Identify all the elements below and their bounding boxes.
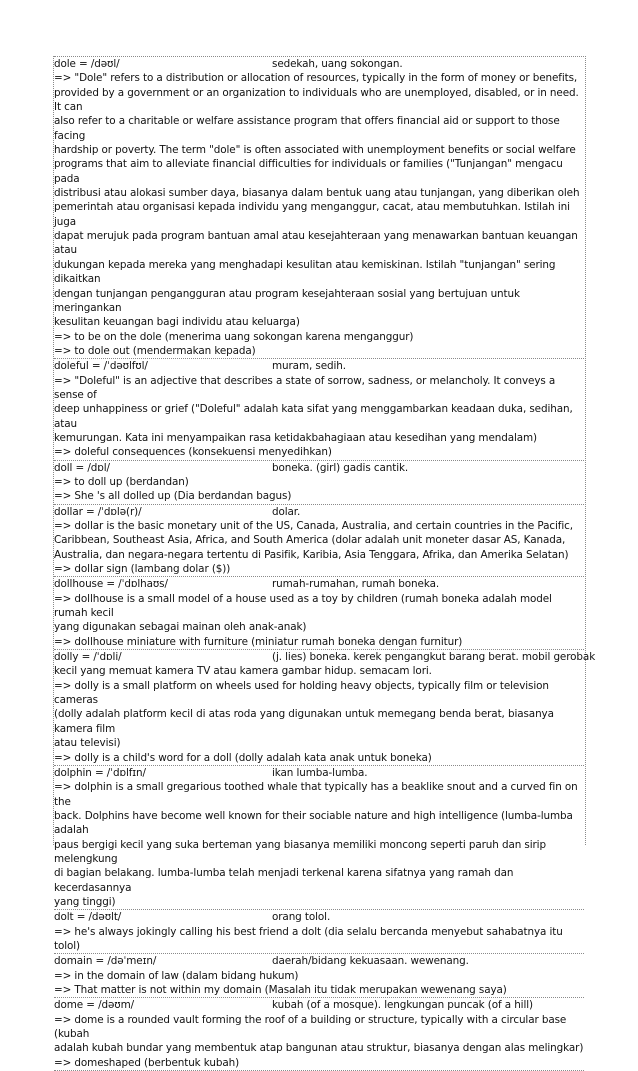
- entry-translation: daerah/bidang kekuasaan. wewenang.: [272, 955, 469, 968]
- entry-line: atau televisi): [54, 737, 121, 750]
- entry-line: Australia, dan negara-negara tertentu di Pasifik, Karibia, Asia Tenggara, Afrika, dan Amerika Selatan): [54, 548, 569, 561]
- entry-line: kesulitan keuangan bagi individu atau keluarga): [54, 316, 300, 329]
- entry-line: Caribbean, Southeast Asia, Africa, and South America (dolar adalah unit moneter dasar AS, Kanada,: [54, 534, 566, 547]
- entry-example: => domeshaped (berbentuk kubah): [54, 1056, 240, 1069]
- entry-translation: orang tolol.: [272, 911, 331, 924]
- entry-line: also refer to a charitable or welfare assistance program that offers financial aid or support to those facing: [54, 115, 560, 142]
- entry-line: yang tinggi): [54, 895, 116, 908]
- entry-headword: doleful = /ˈdəʊlfʊl/: [54, 360, 148, 373]
- entry-line: dengan tunjangan pengangguran atau program kesejahteraan sosial yang bertujuan untuk meringankan: [54, 287, 520, 314]
- entry-line: back. Dolphins have become well known for their sociable nature and high intelligence (lumba-lumba adalah: [54, 809, 573, 837]
- entry-translation: kubah (of a mosque). lengkungan puncak (of a hill): [272, 999, 533, 1012]
- entry-line: di bagian belakang. lumba-lumba telah menjadi terkenal karena sifatnya yang ramah dan kecerdasannya: [54, 867, 514, 894]
- entry-line: => dolly is a small platform on wheels used for holding heavy objects, typically film or television cameras: [54, 679, 549, 707]
- dictionary-entry-dolphin: [54, 766, 584, 910]
- entry-headword: dome = /dəʊm/: [54, 999, 135, 1012]
- entry-header: [54, 766, 584, 780]
- dictionary-entry-dome: [54, 998, 584, 1071]
- entry-line: distribusi atau alokasi sumber daya, biasanya dalam bentuk uang atau tunjangan, yang diberikan oleh: [54, 187, 580, 200]
- dictionary-entry-domain: [54, 954, 584, 998]
- entry-line: (dolly adalah platform kecil di atas roda yang digunakan untuk memegang benda berat, biasanya kamera film: [54, 708, 554, 735]
- entry-headword: domain = /dəˈmeɪn/: [54, 955, 157, 968]
- entry-line: hardship or poverty. The term "dole" is often associated with unemployment benefits or social welfare: [54, 144, 576, 157]
- dictionary-entry-dollhouse: [54, 577, 584, 650]
- entry-example: => dollhouse miniature with furniture (miniatur rumah boneka dengan furnitur): [54, 635, 463, 648]
- entry-header: [54, 57, 584, 71]
- entry-header: [54, 461, 584, 475]
- dictionary-page: [54, 56, 596, 1071]
- entry-translation: boneka. (girl) gadis cantik.: [272, 461, 409, 474]
- entry-line: => "Dole" refers to a distribution or allocation of resources, typically in the form of money or benefits,: [54, 72, 578, 85]
- entry-headword: doll = /dɒl/: [54, 461, 110, 474]
- entry-translation: dolar.: [272, 505, 301, 518]
- entry-header: [54, 650, 596, 664]
- entry-line: paus bergigi kecil yang suka berteman yang biasanya memiliki moncong seperti paruh dan sirip melengkung: [54, 838, 546, 865]
- dictionary-entry-doleful: [54, 359, 584, 460]
- entry-example: => She 's all dolled up (Dia berdandan bagus): [54, 490, 292, 503]
- page-border-right: [585, 56, 586, 845]
- entry-headword: dollhouse = /ˈdɒlhaʊs/: [54, 578, 168, 591]
- dictionary-entry-doll: [54, 461, 584, 505]
- entry-line: kecil yang memuat kamera TV atau kamera gambar hidup. semacam lori.: [54, 665, 432, 678]
- entry-header: [54, 577, 584, 591]
- entry-translation: ikan lumba-lumba.: [272, 766, 368, 779]
- entry-translation: rumah-rumahan, rumah boneka.: [272, 578, 440, 591]
- entry-headword: dolt = /dəʊlt/: [54, 911, 122, 924]
- entry-example: => dollar sign (lambang dolar ($)): [54, 563, 231, 576]
- entry-example: => to dole out (mendermakan kepada): [54, 344, 256, 357]
- entry-line: dukungan kepada mereka yang menghadapi kesulitan atau kemiskinan. Istilah "tunjangan" sering dikaitkan: [54, 258, 556, 286]
- entry-line: provided by a government or an organization to individuals who are unemployed, disabled, or in need. It can: [54, 86, 579, 114]
- entry-translation: sedekah, uang sokongan.: [272, 58, 403, 70]
- entry-line: adalah kubah bundar yang membentuk atap bangunan atau struktur, biasanya dengan alas melingkar): [54, 1042, 584, 1055]
- entry-line: dapat merujuk pada program bantuan amal atau kesejahteraan yang menawarkan bantuan keuangan atau: [54, 230, 578, 257]
- entry-example: => to doll up (berdandan): [54, 475, 189, 488]
- dictionary-entry-dollar: [54, 505, 584, 578]
- entry-headword: dolphin = /ˈdɒlfɪn/: [54, 766, 146, 779]
- dictionary-entry-dolly: [54, 650, 596, 766]
- entry-line: => dome is a rounded vault forming the roof of a building or structure, typically with a circular base (kubah: [54, 1013, 567, 1041]
- entry-header: [54, 998, 584, 1012]
- entry-example: => he's always jokingly calling his best friend a dolt (dia selalu bercanda menyebut sahabatnya itu tolol): [54, 925, 563, 952]
- entry-header: [54, 359, 584, 373]
- dictionary-entry-dole: [54, 56, 584, 359]
- entry-headword: dole = /dəʊl/: [54, 58, 120, 70]
- entry-translation: muram, sedih.: [272, 360, 346, 373]
- entry-line: deep unhappiness or grief ("Doleful" adalah kata sifat yang menggambarkan keadaan duka, sedihan, atau: [54, 403, 573, 430]
- entry-line: kemurungan. Kata ini menyampaikan rasa ketidakbahagiaan atau kesedihan yang mendalam): [54, 431, 538, 444]
- entry-line: pemerintah atau organisasi kepada individu yang menganggur, cacat, atau membutuhkan. Istilah ini juga: [54, 201, 570, 228]
- entry-header: [54, 954, 584, 968]
- entry-line: => dollar is the basic monetary unit of the US, Canada, Australia, and certain countries in the Pacific,: [54, 520, 573, 532]
- entry-header: [54, 505, 584, 519]
- entry-line: => dollhouse is a small model of a house used as a toy by children (rumah boneka adalah model rumah kecil: [54, 592, 552, 620]
- entry-translation: (j. lies) boneka. kerek pengangkut barang berat. mobil gerobak: [272, 651, 596, 664]
- entry-headword: dollar = /ˈdɒlə(r)/: [54, 505, 142, 518]
- entry-line: => "Doleful" is an adjective that describes a state of sorrow, sadness, or melancholy. It conveys a sense of: [54, 374, 556, 401]
- entry-line: => dolphin is a small gregarious toothed whale that typically has a beaklike snout and a curved fin on the: [54, 781, 578, 808]
- entry-example: => dolly is a child's word for a doll (dolly adalah kata anak untuk boneka): [54, 751, 432, 764]
- entry-example: => That matter is not within my domain (Masalah itu tidak merupakan wewenang saya): [54, 984, 507, 996]
- entry-example: => to be on the dole (menerima uang sokongan karena menganggur): [54, 330, 414, 343]
- entry-line: programs that aim to alleviate financial difficulties for individuals or families ("Tunjangan" mengacu pada: [54, 158, 563, 185]
- entry-example: => doleful consequences (konsekuensi menyedihkan): [54, 446, 332, 459]
- entry-line: yang digunakan sebagai mainan oleh anak-anak): [54, 621, 307, 634]
- dictionary-entry-dolt: [54, 910, 584, 954]
- entry-headword: dolly = /ˈdɒli/: [54, 651, 122, 664]
- entry-header: [54, 910, 584, 924]
- entry-example: => in the domain of law (dalam bidang hukum): [54, 969, 299, 982]
